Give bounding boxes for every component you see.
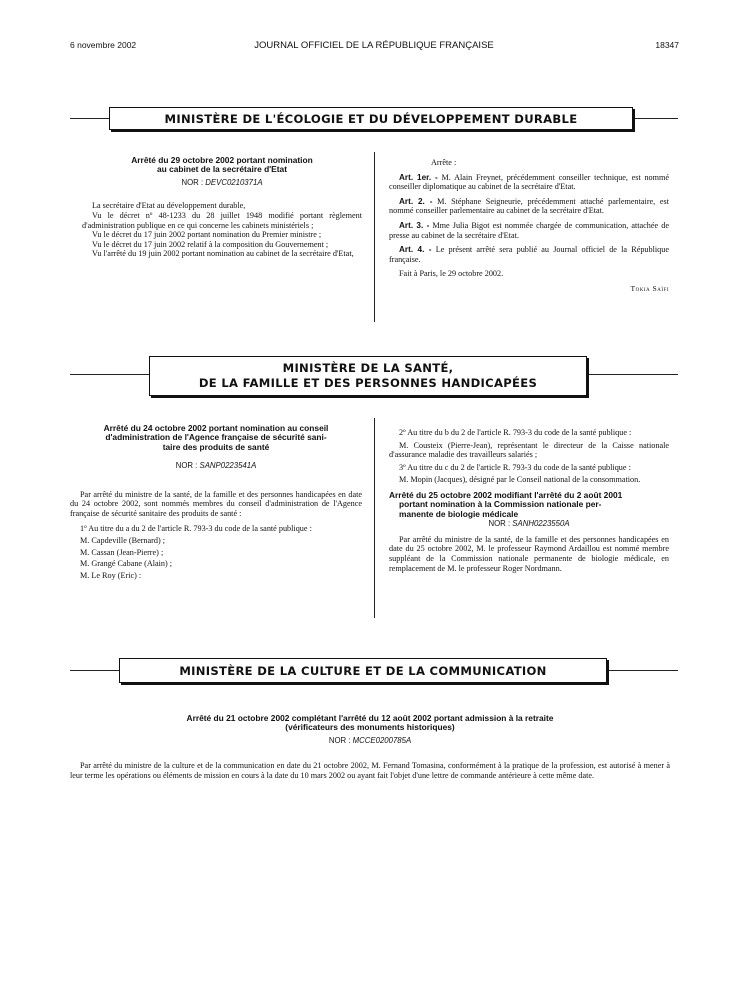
- article-column-right: [389, 158, 669, 294]
- article-title: Arrêté du 21 octobre 2002 complétant l'arrêté du 12 août 2002 portant admission à la retraite (vérificateurs des monuments historiques): [186, 713, 554, 733]
- page-number: 18347: [655, 40, 679, 50]
- nor-reference: NOR : SANH0223550A: [488, 519, 570, 529]
- fait-a-paris: Fait à Paris, le 29 octobre 2002.: [399, 269, 504, 279]
- list-heading: 1º Au titre du a du 2 de l'article R. 793-3 du code de la santé publique :: [80, 523, 312, 533]
- visa-paragraph: Vu le décret du 17 juin 2002 portant nomination du Premier ministre ;: [92, 230, 322, 240]
- decision-paragraph: Par arrêté du ministre de la santé, de la famille et des personnes handicapées en date du 25 octobre 2002, M. le professeur Raymond Ardaillou est nommé membre suppléant de la Commission nationale permanente de biologie médicale, en remplacement de M. le professeur Roger Nordmann.: [389, 534, 669, 573]
- member-name: M. Le Roy (Eric) :: [80, 570, 142, 580]
- article-item: Art. 4. - Le présent arrêté sera publié au Journal officiel de la République française.: [389, 245, 669, 264]
- ministry-heading-sante: [149, 356, 587, 396]
- article-item: Art. 3. - Mme Julia Bigot est nommée chargée de communication, attachée de presse au cabinet de la secrétaire d'Etat.: [389, 220, 669, 240]
- ministry-name-line2: DE LA FAMILLE ET DES PERSONNES HANDICAPÉES: [198, 376, 538, 390]
- article-title: Arrêté du 25 octobre 2002 modifiant l'arrêté du 2 août 2001 portant nomination à la Commission nationale per- manente de biologie médicale: [389, 489, 623, 519]
- decision-paragraph: Par arrêté du ministre de la culture et de la communication en date du 21 octobre 2002, M. Fernand Tomasina, conformément à la pratique de la profession, est autorisé à mener à leur terme les opérations ou éléments de mission en cours à la date du 10 mars 2002 ou ayant fait l'objet d'une lettre de commande antérieure à cette même date.: [70, 761, 670, 780]
- article-column-left: [70, 424, 362, 581]
- ministry-name: MINISTÈRE DE LA CULTURE ET DE LA COMMUNICATION: [179, 663, 547, 678]
- visa-paragraph: Vu le décret nº 48-1233 du 28 juillet 1948 modifié portant règlement d'administration publique en ce qui concerne les cabinets ministériels ;: [82, 211, 362, 230]
- ministry-heading-ecologie: [109, 107, 633, 130]
- list-heading: 2º Au titre du b du 2 de l'article R. 793-3 du code de la santé publique :: [399, 428, 632, 437]
- nor-reference: NOR : DEVC0210371A: [181, 177, 263, 187]
- article-column-right: [389, 428, 669, 573]
- ministry-name-line1: MINISTÈRE DE LA SANTÉ,: [282, 361, 454, 375]
- member-name: M. Cassan (Jean-Pierre) ;: [80, 547, 164, 557]
- member-description: M. Cousteix (Pierre-Jean), représentant le directeur de la Caisse nationale d'assurance maladie des travailleurs salariés ;: [389, 440, 669, 460]
- journal-title: JOURNAL OFFICIEL DE LA RÉPUBLIQUE FRANÇAISE: [254, 40, 494, 51]
- article-column-left: [82, 156, 362, 259]
- arrete-label: Arrête :: [431, 158, 457, 167]
- nor-reference: NOR : SANP0223541A: [175, 461, 257, 471]
- nor-reference: NOR : MCCE0200785A: [328, 735, 412, 745]
- visa-paragraph: Vu l'arrêté du 19 juin 2002 portant nomination au cabinet de la secrétaire d'Etat,: [92, 249, 354, 259]
- decision-paragraph: Par arrêté du ministre de la santé, de la famille et des personnes handicapées en date du 24 octobre 2002, sont nommés membres du conseil d'administration de l'Agence française de sécurité sanitaire des produits de santé :: [70, 489, 362, 518]
- article-title: Arrêté du 24 octobre 2002 portant nomination au conseil d'administration de l'Agence française de sécurité sani- taire des produits de santé: [103, 423, 329, 452]
- column-divider: [374, 152, 375, 322]
- member-name: M. Capdeville (Bernard) ;: [80, 536, 166, 546]
- list-heading: 3º Au titre du c du 2 de l'article R. 793-3 du code de la santé publique :: [399, 462, 631, 472]
- visa-paragraph: Vu le décret du 17 juin 2002 relatif à la composition du Gouvernement ;: [92, 239, 329, 249]
- article-title: Arrêté du 29 octobre 2002 portant nomination au cabinet de la secrétaire d'Etat: [131, 155, 313, 175]
- member-name: M. Grangé Cabane (Alain) ;: [80, 559, 173, 569]
- member-description: M. Mopin (Jacques), désigné par le Conseil national de la consommation.: [399, 475, 641, 485]
- ministry-name: MINISTÈRE DE L'ÉCOLOGIE ET DU DÉVELOPPEMENT DURABLE: [164, 111, 578, 126]
- article-item: Art. 1er. - M. Alain Freynet, précédemment conseiller technique, est nommé conseiller diplomatique au cabinet de la secrétaire d'Etat.: [389, 172, 670, 192]
- visa-paragraph: La secrétaire d'Etat au développement durable,: [92, 201, 246, 211]
- ministry-heading-culture: [119, 658, 607, 683]
- signature: Tokia Saïfi: [630, 283, 669, 293]
- column-divider: [374, 418, 375, 618]
- article-item: Art. 2. - M. Stéphane Seigneurie, précédemment attaché parlementaire, est nommé conseiller parlementaire au cabinet de la secrétaire d'Etat.: [389, 196, 669, 216]
- header-date: 6 novembre 2002: [70, 40, 137, 50]
- article-fullwidth: [70, 714, 670, 781]
